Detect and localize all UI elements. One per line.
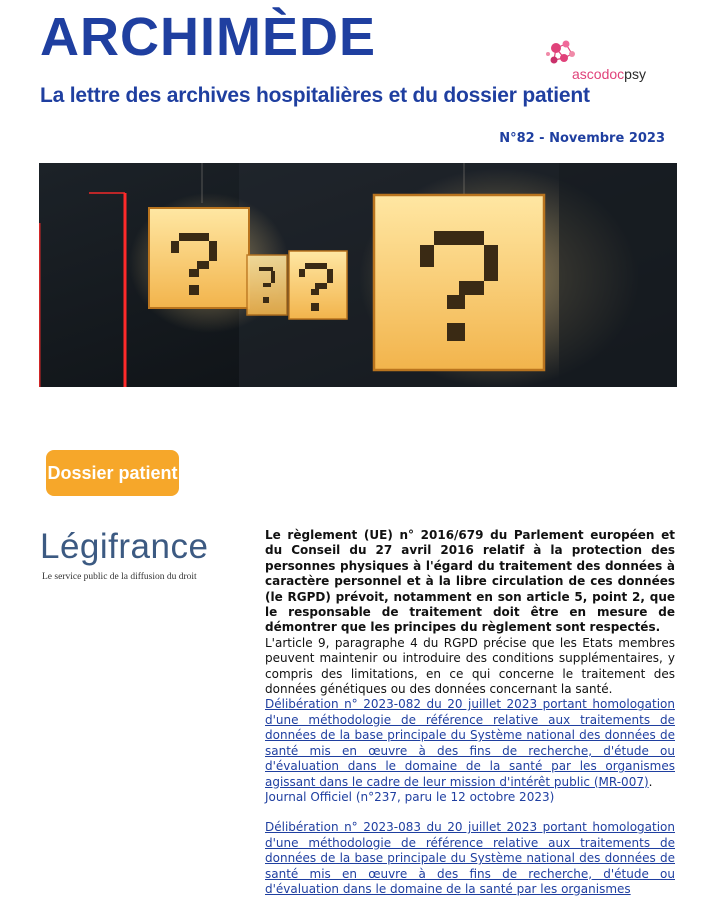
issue-number: N°82 - Novembre 2023	[499, 131, 665, 146]
deliberation-1: Délibération n° 2023-082 du 20 juillet 2023 portant homologation d'une méthodologie de référence relative aux traitements de données de la base principale du Système national des données de santé mis en œuvre à des fins de recherche, d'étude ou d'évaluation dans le domaine de la santé par les organismes agissant dans le cadre de leur mission d'intérêt public (MR-007).	[265, 697, 675, 789]
newsletter-subtitle: La lettre des archives hospitalières et du dossier patient	[40, 84, 590, 107]
legifrance-wordmark: Légifrance	[40, 527, 209, 566]
article-body	[265, 528, 675, 897]
legifrance-tagline: Le service public de la diffusion du droit	[42, 572, 197, 582]
deliberation-link-2[interactable]: Délibération n° 2023-083 du 20 juillet 2023 portant homologation d'une méthodologie de référence relative aux traitements de données de la base principale du Système national des données de santé mis en œuvre à des fins de recherche, d'étude ou d'évaluation dans le domaine de la santé par les organismes	[265, 820, 675, 896]
deliberation-2	[265, 820, 675, 897]
newsletter-title: ARCHIMÈDE	[40, 7, 377, 67]
article-intro: Le règlement (UE) n° 2016/679 du Parlement européen et du Conseil du 27 avril 2016 relatif à la protection des personnes physiques à l'égard du traitement des données à caractère personnel et à la libre circulation de ces données (le RGPD) prévoit, notamment en son article 5, point 2, que le responsable de traitement doit être en mesure de démontrer que les principes du règlement sont respectés.	[265, 528, 675, 635]
ascodocpsy-logo	[542, 36, 672, 86]
section-badge-dossier-patient: Dossier patient	[46, 450, 179, 496]
deliberation-1-source: Journal Officiel (n°237, paru le 12 octobre 2023)	[265, 789, 555, 804]
ascodocpsy-wordmark: ascodocpsy	[572, 66, 646, 82]
legifrance-logo	[40, 528, 240, 588]
article-paragraph-2: L'article 9, paragraphe 4 du RGPD précise que les Etats membres peuvent maintenir ou introduire des conditions supplémentaires, y compris des limitations, en ce qui concerne le traitement des données génétiques ou des données concernant la santé.	[265, 635, 675, 697]
hero-image	[39, 163, 677, 387]
deliberation-link-1[interactable]: Délibération n° 2023-082 du 20 juillet 2023 portant homologation d'une méthodologie de référence relative aux traitements de données de la base principale du Système national des données de santé mis en œuvre à des fins de recherche, d'étude ou d'évaluation dans le domaine de la santé par les organismes agissant dans le cadre de leur mission d'intérêt public (MR-007)	[265, 697, 675, 789]
